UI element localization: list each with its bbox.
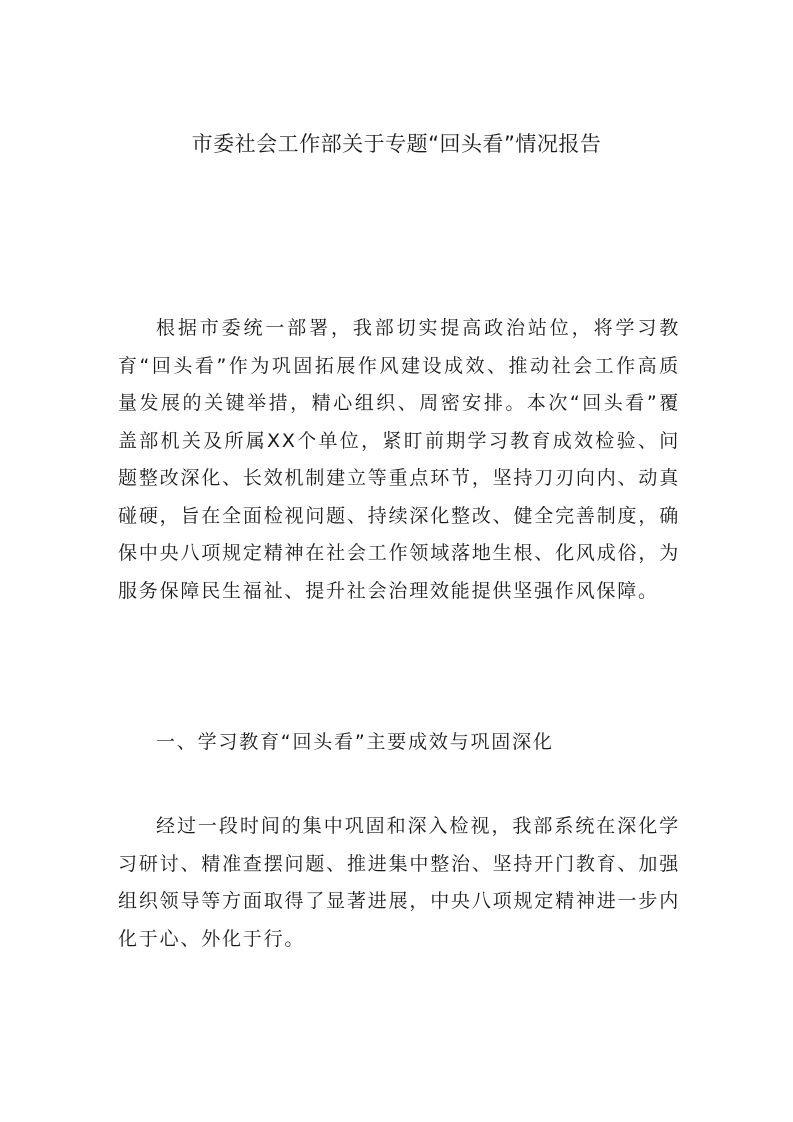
document-title: 市委社会工作部关于专题“回头看”情况报告: [191, 132, 602, 156]
section-1-paragraph: 经过一段时间的集中巩固和深入检视，我部系统在深化学习研讨、精准查摆问题、推进集中整治、坚持开门教育、加强组织领导等方面取得了显著进展，中央八项规定精神进一步内化于心、外化于行。: [118, 815, 680, 950]
section-heading-1: 一、学习教育“回头看”主要成效与巩固深化: [156, 731, 554, 753]
intro-paragraph: 根据市委统一部署，我部切实提高政治站位，将学习教育“回头看”作为巩固拓展作风建设成效、推动社会工作高质量发展的关键举措，精心组织、周密安排。本次“回头看”覆盖部机关及所属XX个单位，紧盯前期学习教育成效检验、问题整改深化、长效机制建立等重点环节，坚持刀刃向内、动真碰硬，旨在全面检视问题、持续深化整改、健全完善制度，确保中央八项规定精神在社会工作领域落地生根、化风成俗，为服务保障民生福祉、提升社会治理效能提供坚强作风保障。: [118, 317, 680, 602]
